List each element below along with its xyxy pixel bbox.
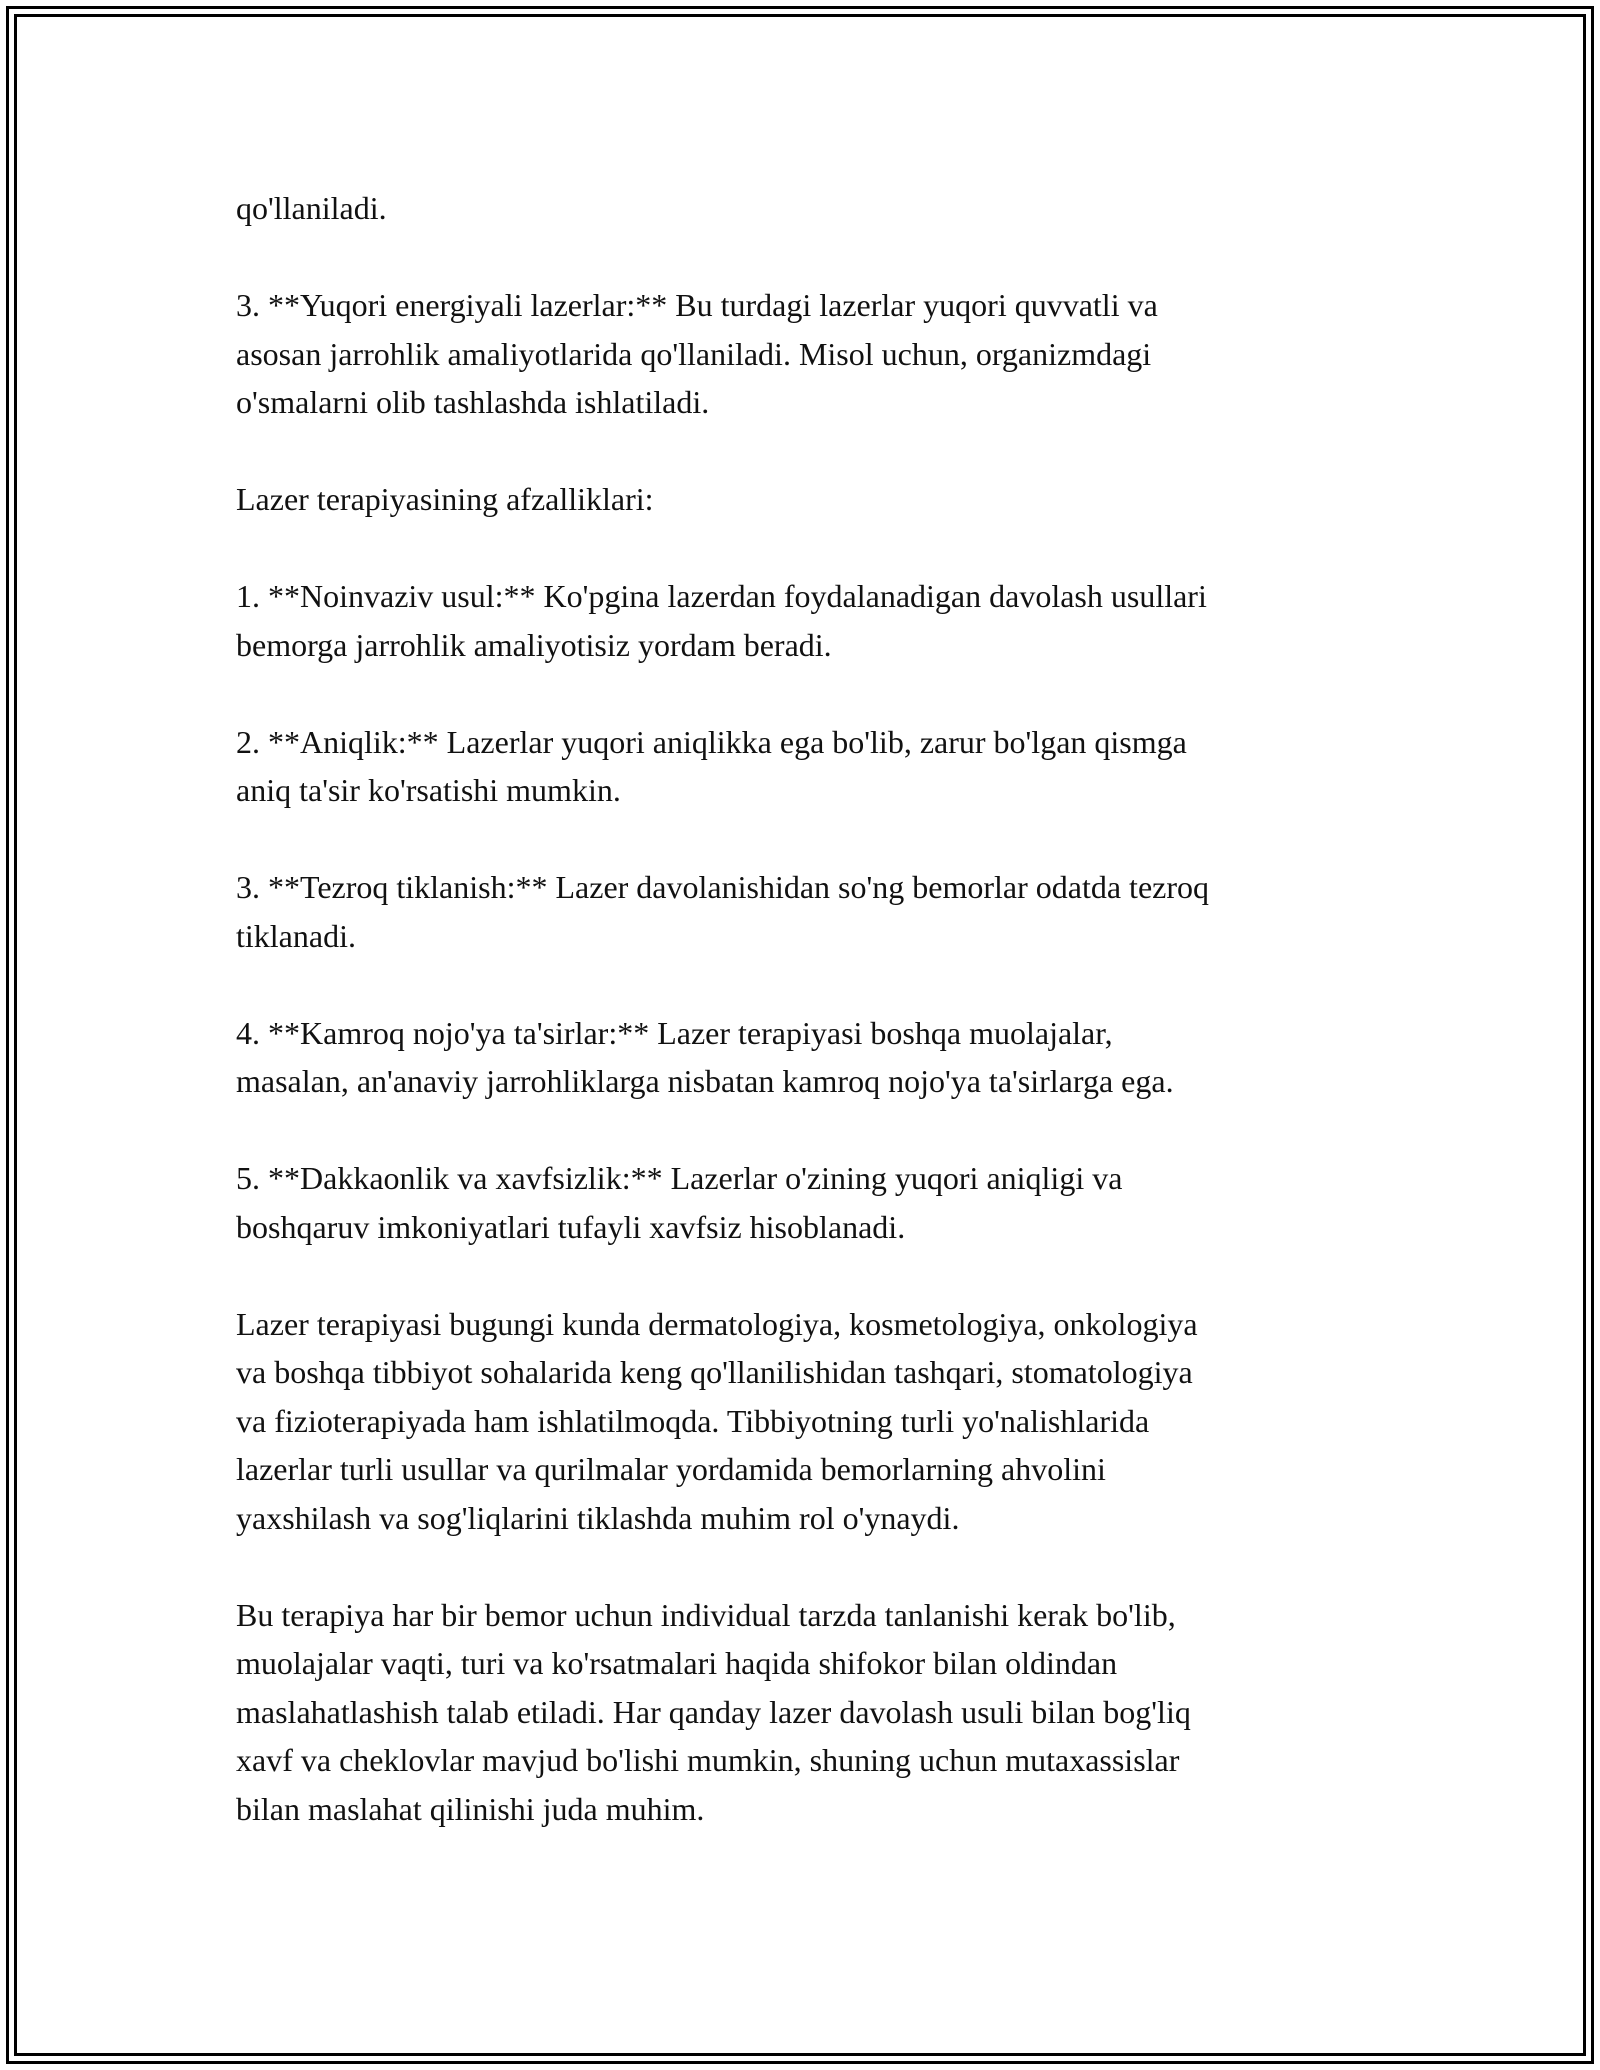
list-item-safety: 5. **Dakkaonlik va xavfsizlik:** Lazerlar o'zining yuqori aniqligi va boshqaruv imkoniyatlari tufayli xavfsiz hisoblanadi. [236, 1160, 1123, 1245]
paragraph-continuation: qo'llaniladi. [236, 190, 387, 226]
section-heading-advantages: Lazer terapiyasining afzalliklari: [236, 481, 654, 517]
paragraph-high-energy-lasers: 3. **Yuqori energiyali lazerlar:** Bu turdagi lazerlar yuqori quvvatli va asosan jarrohlik amaliyotlarida qo'llaniladi. Misol uchun, organizmdagi o'smalarni olib tashlashda ishlatiladi. [236, 287, 1158, 420]
paragraph-consultation: Bu terapiya har bir bemor uchun individual tarzda tanlanishi kerak bo'lib, muolajalar vaqti, turi va ko'rsatmalari haqida shifokor bilan oldindan maslahatlashish talab etiladi. Har qanday lazer davolash usuli bilan bog'liq xavf va cheklovlar mavjud bo'lishi mumkin, shuning uchun mutaxassislar bilan maslahat qilinishi juda muhim. [236, 1596, 1191, 1827]
list-item-fewer-side-effects: 4. **Kamroq nojo'ya ta'sirlar:** Lazer terapiyasi boshqa muolajalar, masalan, an'anaviy jarrohliklarga nisbatan kamroq nojo'ya ta'sirlarga ega. [236, 1014, 1174, 1099]
document-body [236, 184, 1366, 1833]
list-item-noninvasive: 1. **Noinvaziv usul:** Ko'pgina lazerdan foydalanadigan davolash usullari bemorga jarrohlik amaliyotisiz yordam beradi. [236, 578, 1207, 663]
list-item-fast-recovery: 3. **Tezroq tiklanish:** Lazer davolanishidan so'ng bemorlar odatda tezroq tiklanadi. [236, 869, 1209, 954]
list-item-precision: 2. **Aniqlik:** Lazerlar yuqori aniqlikka ega bo'lib, zarur bo'lgan qismga aniq ta'sir ko'rsatishi mumkin. [236, 723, 1187, 808]
paragraph-applications: Lazer terapiyasi bugungi kunda dermatologiya, kosmetologiya, onkologiya va boshqa tibbiyot sohalarida keng qo'llanilishidan tashqari, stomatologiya va fizioterapiyada ham ishlatilmoqda. Tibbiyotning turli yo'nalishlarida lazerlar turli usullar va qurilmalar yordamida bemorlarning ahvolini yaxshilash va sog'liqlarini tiklashda muhim rol o'ynaydi. [236, 1305, 1198, 1536]
